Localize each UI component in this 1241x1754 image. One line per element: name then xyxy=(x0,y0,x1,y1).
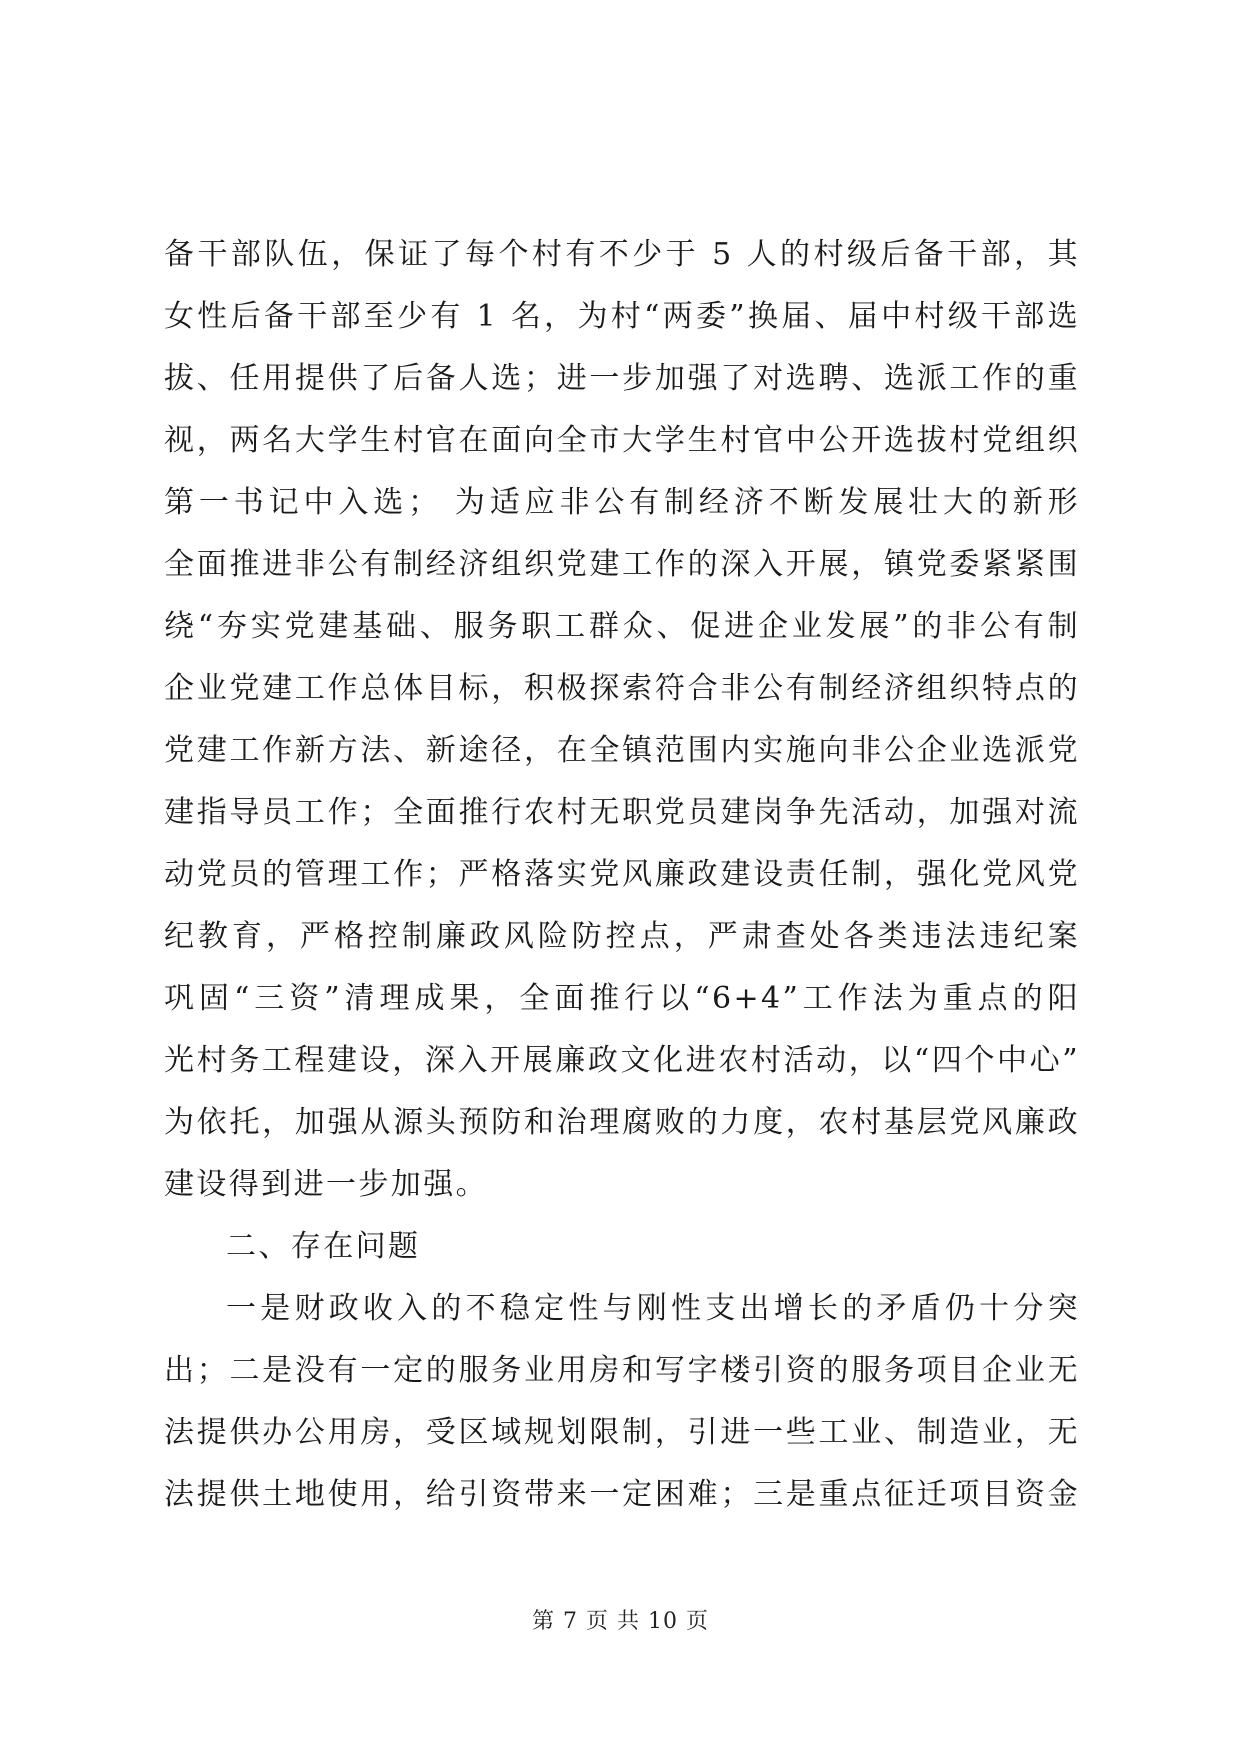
paragraph-line: 为依托，加强从源头预防和治理腐败的力度，农村基层党风廉政 xyxy=(164,1105,1080,1140)
paragraph-line: 全面推进非公有制经济组织党建工作的深入开展，镇党委紧紧围 xyxy=(164,547,1080,582)
paragraph-line: 出；二是没有一定的服务业用房和写字楼引资的服务项目企业无 xyxy=(164,1353,1080,1388)
paragraph-line: 建指导员工作；全面推行农村无职党员建岗争先活动，加强对流 xyxy=(164,795,1080,830)
paragraph-line: 拔、任用提供了后备人选；进一步加强了对选聘、选派工作的重 xyxy=(164,361,1080,396)
paragraph-line: 巩固“三资”清理成果，全面推行以“6+4”工作法为重点的阳 xyxy=(164,981,1080,1016)
paragraph-line: 第一书记中入选； 为适应非公有制经济不断发展壮大的新形 xyxy=(164,485,1080,520)
paragraph-line: 企业党建工作总体目标，积极探索符合非公有制经济组织特点的 xyxy=(164,671,1080,706)
paragraph-line: 动党员的管理工作；严格落实党风廉政建设责任制，强化党风党 xyxy=(164,857,1080,892)
paragraph-line: 法提供办公用房，受区域规划限制，引进一些工业、制造业，无 xyxy=(164,1415,1080,1450)
paragraph-line: 法提供土地使用，给引资带来一定困难；三是重点征迁项目资金 xyxy=(164,1477,1080,1512)
body-text xyxy=(164,224,1080,1526)
section-heading: 二、存在问题 xyxy=(226,1229,421,1264)
paragraph-line: 光村务工程建设，深入开展廉政文化进农村活动，以“四个中心” xyxy=(164,1043,1080,1078)
paragraph-line: 备干部队伍，保证了每个村有不少于 5 人的村级后备干部，其 xyxy=(164,237,1080,272)
paragraph-line: 党建工作新方法、新途径，在全镇范围内实施向非公企业选派党 xyxy=(164,733,1080,768)
paragraph-line-first: 一是财政收入的不稳定性与刚性支出增长的矛盾仍十分突 xyxy=(226,1291,1080,1326)
paragraph-line-last: 建设得到进一步加强。 xyxy=(164,1167,488,1202)
paragraph-line: 纪教育，严格控制廉政风险防控点，严肃查处各类违法违纪案 xyxy=(164,919,1080,954)
page-number-footer: 第 7 页 共 10 页 xyxy=(532,1609,709,1634)
paragraph-line: 视，两名大学生村官在面向全市大学生村官中公开选拔村党组织 xyxy=(164,423,1080,458)
paragraph-line: 绕“夯实党建基础、服务职工群众、促进企业发展”的非公有制 xyxy=(164,609,1080,644)
paragraph-line: 女性后备干部至少有 1 名，为村“两委”换届、届中村级干部选 xyxy=(164,299,1080,334)
